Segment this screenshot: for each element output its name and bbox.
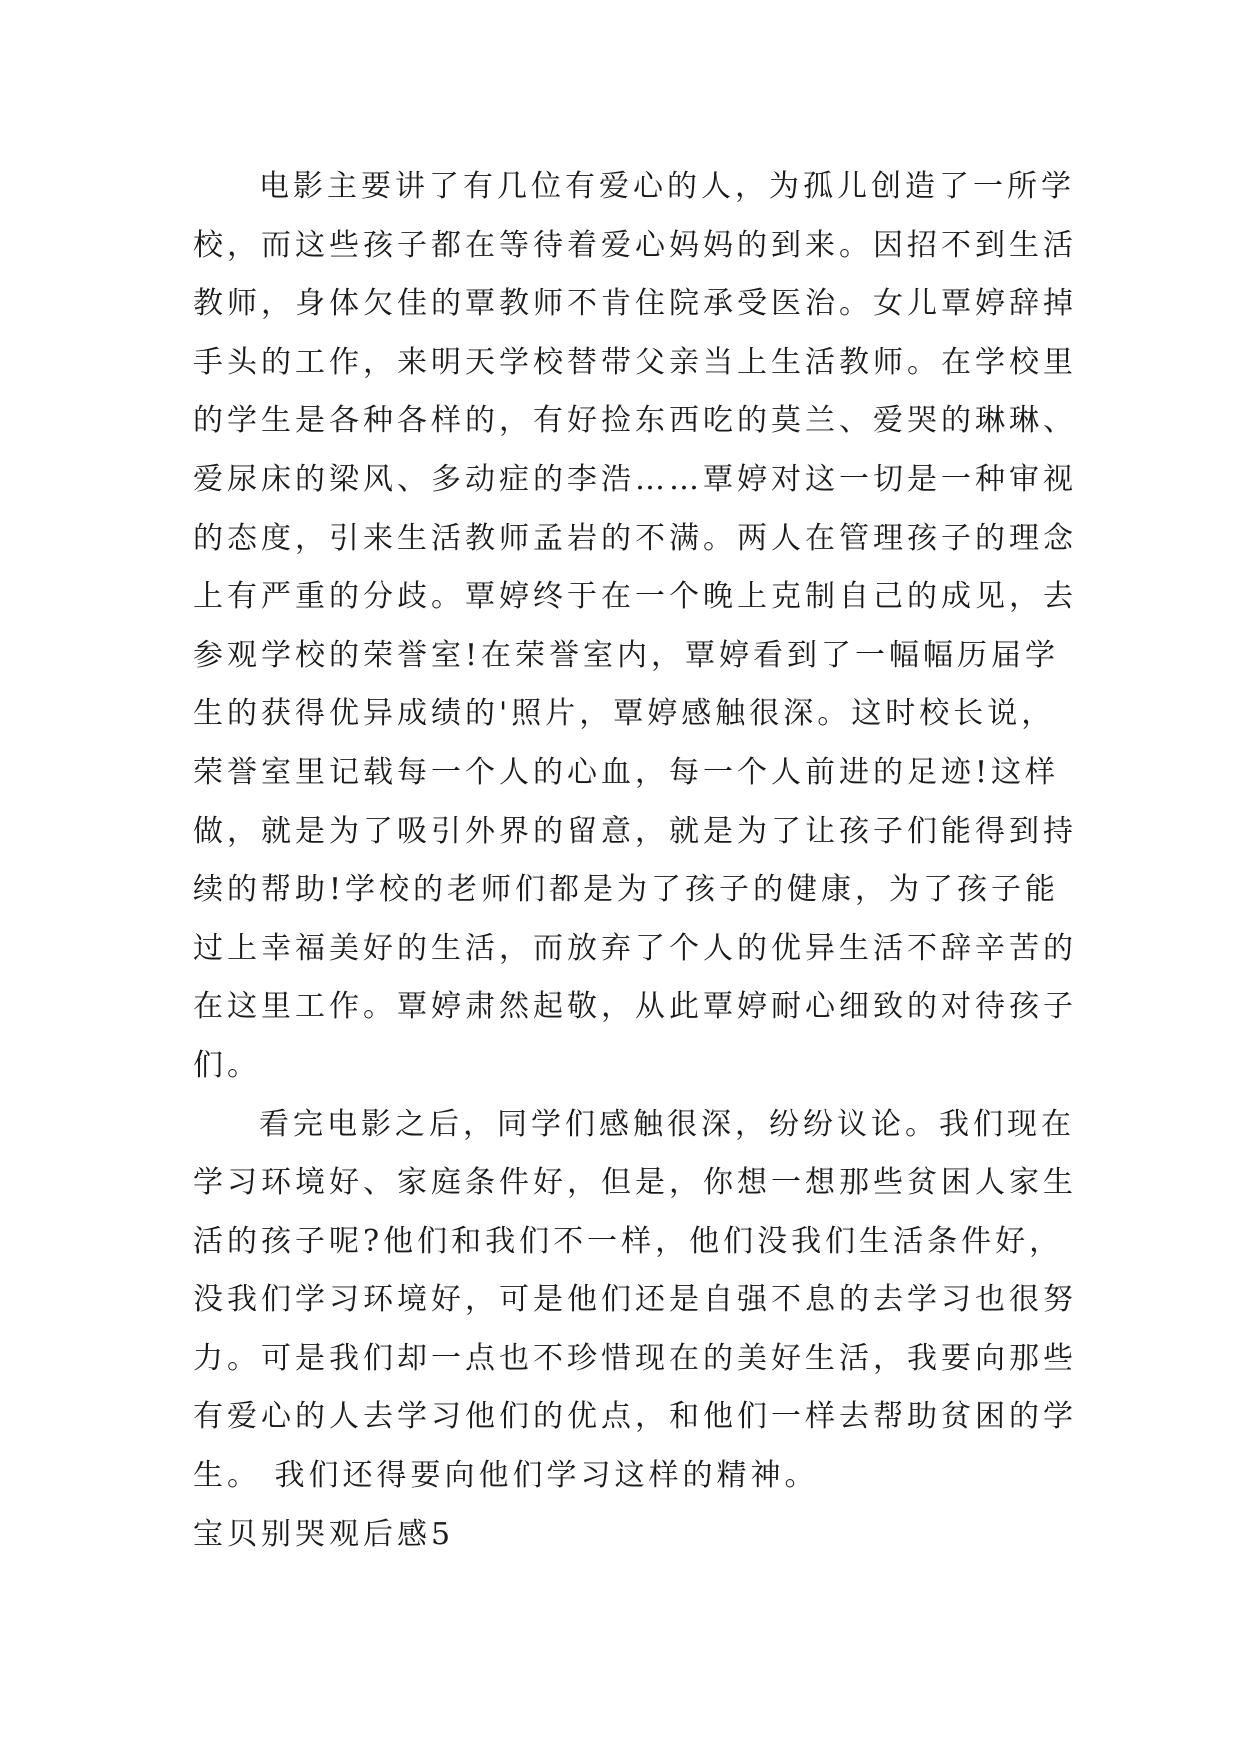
text-line: 看完电影之后，同学们感触很深，纷纷议论。我们现在 [259, 1106, 1075, 1142]
paragraph-1 [193, 158, 1077, 1096]
text-line: 上有严重的分歧。覃婷终于在一个晚上克制自己的成见，去 [193, 579, 1077, 615]
text-line: 爱尿床的梁风、多动症的李浩……覃婷对这一切是一种审视 [193, 461, 1077, 497]
text-line: 续的帮助!学校的老师们都是为了孩子的健康，为了孩子能 [193, 872, 1060, 908]
text-line: 没我们学习环境好，可是他们还是自强不息的去学习也很努 [193, 1282, 1077, 1318]
text-line: 手头的工作，来明天学校替带父亲当上生活教师。在学校里 [193, 344, 1077, 380]
text-line: 生。 我们还得要向他们学习这样的精神。 [193, 1458, 819, 1494]
text-line: 电影主要讲了有几位有爱心的人，为孤儿创造了一所学 [259, 169, 1075, 204]
text-line: 有爱心的人去学习他们的优点，和他们一样去帮助贫困的学 [193, 1399, 1077, 1435]
text-line: 校，而这些孩子都在等待着爱心妈妈的到来。因招不到生活 [193, 227, 1077, 263]
text-line: 活的孩子呢?他们和我们不一样，他们没我们生活条件好， [193, 1223, 1064, 1259]
text-line: 的学生是各种各样的，有好捡东西吃的莫兰、爱哭的琳琳、 [193, 403, 1077, 439]
text-line: 在这里工作。覃婷肃然起敬，从此覃婷耐心细致的对待孩子 [193, 989, 1077, 1025]
text-line: 做，就是为了吸引外界的留意，就是为了让孩子们能得到持 [193, 813, 1077, 849]
text-line: 们。 [193, 1047, 261, 1083]
text-line: 教师，身体欠佳的覃教师不肯住院承受医治。女儿覃婷辞掉 [193, 286, 1077, 322]
paragraph-2 [193, 1096, 1077, 1506]
text-line: 学习环境好、家庭条件好，但是，你想一想那些贫困人家生 [193, 1165, 1077, 1201]
section-heading: 宝贝别哭观后感5 [193, 1516, 455, 1552]
text-line: 的态度，引来生活教师孟岩的不满。两人在管理孩子的理念 [193, 520, 1077, 556]
text-line: 荣誉室里记载每一个人的心血，每一个人前进的足迹!这样 [193, 754, 1060, 790]
text-line: 过上幸福美好的生活，而放弃了个人的优异生活不辞辛苦的 [193, 930, 1077, 966]
text-line: 参观学校的荣誉室!在荣誉室内，覃婷看到了一幅幅历届学 [193, 637, 1060, 673]
text-line: 力。可是我们却一点也不珍惜现在的美好生活，我要向那些 [193, 1340, 1077, 1376]
text-line: 生的获得优异成绩的'照片，覃婷感触很深。这时校长说， [193, 696, 1056, 732]
document-body [193, 158, 1077, 1564]
